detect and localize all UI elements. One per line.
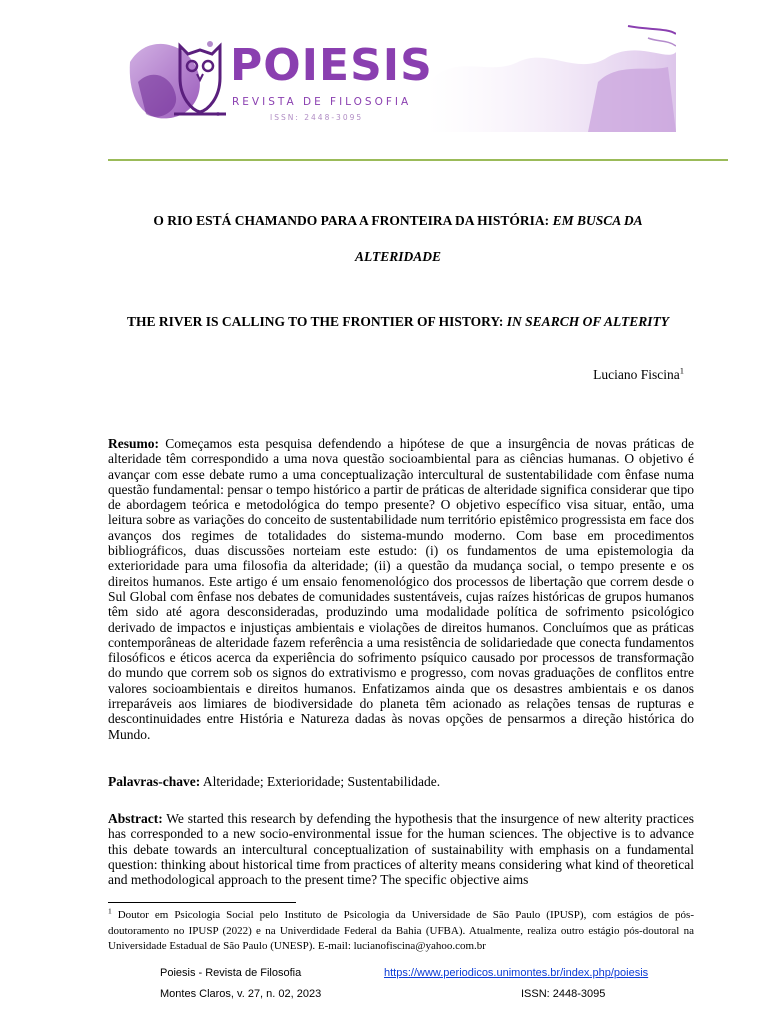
footnote-mark: 1	[108, 906, 112, 916]
footnote-divider	[108, 902, 296, 903]
title-pt-italic: EM BUSCA DA	[552, 213, 643, 228]
author-footnote-mark[interactable]: 1	[679, 365, 684, 376]
resumo-label: Resumo:	[108, 436, 159, 451]
abstract-paragraph	[108, 811, 694, 887]
keywords-label: Palavras-chave:	[108, 774, 201, 789]
abstract-label: Abstract:	[108, 811, 163, 826]
journal-subtitle: REVISTA DE FILOSOFIA	[232, 96, 412, 108]
journal-brand: POIESIS	[230, 40, 433, 91]
keywords-paragraph	[108, 774, 694, 789]
author-name: Luciano Fiscina	[593, 367, 680, 382]
footer-journal: Poiesis - Revista de Filosofia	[160, 967, 302, 979]
title-pt-text: O RIO ESTÁ CHAMANDO PARA A FRONTEIRA DA HISTÓRIA:	[153, 213, 553, 228]
journal-header	[128, 22, 676, 132]
title-en	[108, 313, 688, 331]
title-pt-line1	[108, 212, 688, 230]
header-divider	[108, 159, 728, 161]
footnote	[108, 908, 694, 955]
abstract-text: We started this research by defending the hypothesis that the insurgence of new alterity practices has corresponded to a new socio-environmental issue for the human sciences. The objective is to advance this debate towards an intercultural conceptualization of sustainability with emphasis on a fundamental question: thinking about historical time from practices of alterity means considering what kind of theoretical and methodological approach to the present time? The specific objective aims	[108, 811, 694, 888]
footer-volume: Montes Claros, v. 27, n. 02, 2023	[160, 988, 322, 1000]
resumo-paragraph	[108, 436, 694, 742]
header-issn: ISSN: 2448-3095	[270, 113, 364, 122]
author	[593, 366, 684, 384]
resumo-text: Começamos esta pesquisa defendendo a hipótese de que a insurgência de novas práticas de alteridade têm correspondido a uma nova questão socioambiental para as ciências humanas. O objetivo é avançar com esse debate rumo a uma conceptualização intercultural de sustentabilidade com ênfase numa questão fundamental: pensar o tempo histórico a partir de práticas de alteridade significa considerar que tipo de abordagem teórica e metodológica do tempo presente? O objetivo específico visa situar, então, uma leitura sobre as variações do conceito de sustentabilidade num território epistêmico progressista em face dos avanços dos regimes de totalidades do sistema-mundo moderno. Com base em procedimentos bibliográficos, duas discussões norteiam este estudo: (i) os fundamentos de uma epistemologia da exterioridade para uma filosofia da alteridade; (ii) a questão da mudança social, o tempo presente e os direitos humanos. Este artigo é um ensaio fenomenológico dos processos de libertação que correm desde o Sul Global com ênfase nos debates de comunidades sustentáveis, cujas raízes históricas de grupos humanos têm sido até agora desconsideradas, produzindo uma modalidade política de sofrimento psicológico derivado de impactos e injustiças ambientais e violações de direitos humanos. Concluímos que as práticas contemporâneas de alteridade fazem referência a uma resistência de solidariedade que conecta fundamentos filosóficos e éticos acerca da experiência do sofrimento psíquico causado por processos de transformação do mundo que correm sob os signos do extrativismo e progresso, com novas graduações de conflitos entre valores socioambientais e direitos humanos. Enfatizamos ainda que os desastres ambientais e os danos irreparáveis aos limiares de biodiversidade do planeta têm acionado as relações tensas de rupturas e descontinuidades entre História e Natureza dadas às novas opções de pensarmos a direção histórica do Mundo.	[108, 436, 694, 742]
owl-icon	[170, 38, 230, 118]
title-pt-italic-2: ALTERIDADE	[354, 249, 442, 264]
footer-issn: ISSN: 2448-3095	[521, 988, 606, 1000]
footnote-text: Doutor em Psicologia Social pelo Instituto de Psicologia da Universidade de São Paulo (IPUSP), com estágios de pós-doutoramento no IPUSP (2022) e na Univerdidade Federal da Bahia (UFBA). Atualmente, realiza outro estágio pós-doutoral na Universidade Estadual de São Paulo (UNESP). E-mail: lucianofiscina@yahoo.com.br	[108, 909, 694, 952]
keywords-text: Alteridade; Exterioridade; Sustentabilidade.	[200, 774, 441, 789]
title-en-text: THE RIVER IS CALLING TO THE FRONTIER OF HISTORY:	[127, 314, 507, 329]
footer-url-link[interactable]: https://www.periodicos.unimontes.br/index.php/poiesis	[384, 967, 649, 979]
title-pt-line2	[108, 248, 688, 266]
title-en-italic: IN SEARCH OF ALTERITY	[506, 314, 669, 329]
